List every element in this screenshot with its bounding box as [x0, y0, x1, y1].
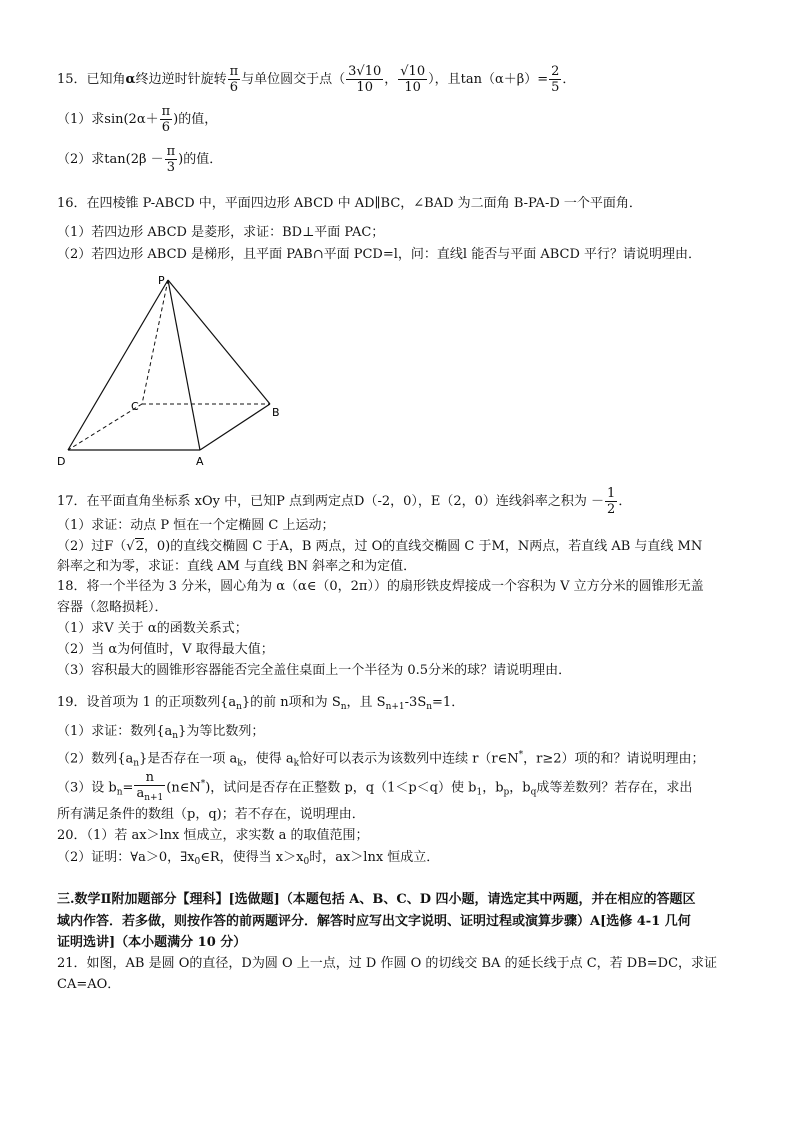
q15-part1: （1）求sin(2α＋ $\frac{\pi}{6}$ )的值， [57, 104, 218, 135]
q19-part1: （1）求证：数列$\{a_n\}$为等比数列； [57, 724, 265, 741]
edge-AB [200, 404, 270, 450]
q20-part2: （2）证明：∀a＞0，$\exists x_0\in R$，使得当 $x>x_0$时，ax＞lnx 恒成立． [57, 850, 440, 867]
q19-stem: 19．设首项为 1 的正项数列$\{a_n\}$的前 n项和为 $S_n$，且 $S_{n+1}-3S_n=1$． [57, 695, 465, 712]
pyramid-figure [50, 268, 290, 473]
q17-part2-line1: （2）过F（√2，0)的直线交椭圆 C 于A，B 两点，过 O的直线交椭圆 C 于M，N两点，若直线 AB 与直线 MN [57, 539, 703, 554]
q15-part2: （2）求tan(2β － $\frac{\pi}{3}$ )的值． [57, 144, 223, 175]
q17-part2-line2: 斜率之和为零，求证：直线 AM 与直线 BN 斜率之和为定值． [57, 559, 417, 574]
fraction-sqrt10-10: $\frac{√10}{10}$ [400, 64, 426, 95]
q16-stem: 16．在四棱锥 P-ABCD 中，平面四边形 ABCD 中 AD∥BC，∠BAD 为二面角 B-PA-D 一个平面角． [57, 196, 642, 211]
q18-line2: 容器（忽略损耗）． [57, 600, 168, 615]
edge-PD [68, 280, 168, 450]
label-C: C [131, 400, 139, 413]
q17-stem: 17．在平面直角坐标系 xOy 中，已知P 点到两定点D（-2，0），E（2，0）连线斜率之积为 － $\frac{1}{2}$ ． [57, 486, 632, 517]
q20-part1: 20．（1）若 ax＞lnx 恒成立，求实数 a 的取值范围； [57, 828, 369, 843]
q15-stem: 15．已知角α终边逆时针旋转 $\frac{\pi}{6}$ 与单位圆交于点（ $\frac{3√10}{10}$ ， $\frac{√10}{10}$ ），且tan（α＋β）= $\frac{2}{5}$ ． [57, 64, 576, 95]
edge-PB [168, 280, 270, 404]
q21-line2: CA=AO． [57, 977, 121, 992]
q19-part3-line2: 所有满足条件的数组（p，q)；若不存在，说明理由． [57, 807, 365, 822]
fraction-1-2: $\frac{1}{2}$ [607, 486, 616, 517]
edge-PC [142, 280, 168, 404]
fraction-3sqrt10-10: $\frac{3√10}{10}$ [348, 64, 382, 95]
label-A: A [196, 455, 204, 468]
section-header-line2: 域内作答．若多做，则按作答的前两题评分．解答时应写出文字说明、证明过程或演算步骤）A[选修 4-1 几何 [57, 914, 691, 929]
label-B: B [272, 406, 280, 419]
q18-part3: （3）容积最大的圆锥形容器能否完全盖住桌面上一个半径为 0.5分米的球？请说明理由． [57, 663, 572, 678]
q18-part1: （1）求V 关于 α的函数关系式； [57, 621, 248, 636]
edge-PA [168, 280, 200, 450]
q16-part1: （1）若四边形 ABCD 是菱形，求证：BD⊥平面 PAC； [57, 225, 385, 240]
q17-part1: （1）求证：动点 P 恒在一个定椭圆 C 上运动； [57, 518, 335, 533]
q16-part2: （2）若四边形 ABCD 是梯形，且平面 PAB∩平面 PCD=l，问：直线l 能否与平面 ABCD 平行？请说明理由． [57, 247, 702, 262]
fraction-n-over-a: $\frac{n}{a_{n+1}}$ [136, 770, 164, 803]
q19-part3-line1: （3）设 $b_n=$ $\frac{n}{a_{n+1}}$ (n∈N*)，试问是否存在正整数 p，q（1＜p＜q）使 $b_1$，$b_p$，$b_q$成等差数列？若存在，求出 [57, 770, 692, 806]
fraction-2-5: $\frac{2}{5}$ [551, 64, 560, 95]
section-header-line1: 三.数学Ⅱ附加题部分【理科】[选做题]（本题包括 A、B、C、D 四小题，请选定其中两题，并在相应的答题区 [57, 892, 696, 907]
q18-part2: （2）当 α为何值时，V 取得最大值； [57, 642, 274, 657]
q18-line1: 18．将一个半径为 3 分米，圆心角为 α（α∈（0，2π））的扇形铁皮焊接成一个容积为 V 立方分米的圆锥形无盖 [57, 579, 704, 594]
fraction-pi-6: $\frac{\pi}{6}$ [229, 64, 239, 95]
q21-line1: 21．如图，AB 是圆 O的直径，D为圆 O 上一点，过 D 作圆 O 的切线交 BA 的延长线于点 C，若 DB=DC，求证 [57, 956, 718, 971]
q19-part2: （2）数列$\{a_n\}$是否存在一项 $a_k$，使得 $a_k$恰好可以表示为该数列中连续 r（r∈N*，r≥2）项的和？请说明理由； [57, 750, 705, 769]
label-P: P [158, 274, 165, 287]
section-header-line3: 证明选讲]（本小题满分 10 分） [57, 935, 247, 950]
label-D: D [57, 455, 66, 468]
